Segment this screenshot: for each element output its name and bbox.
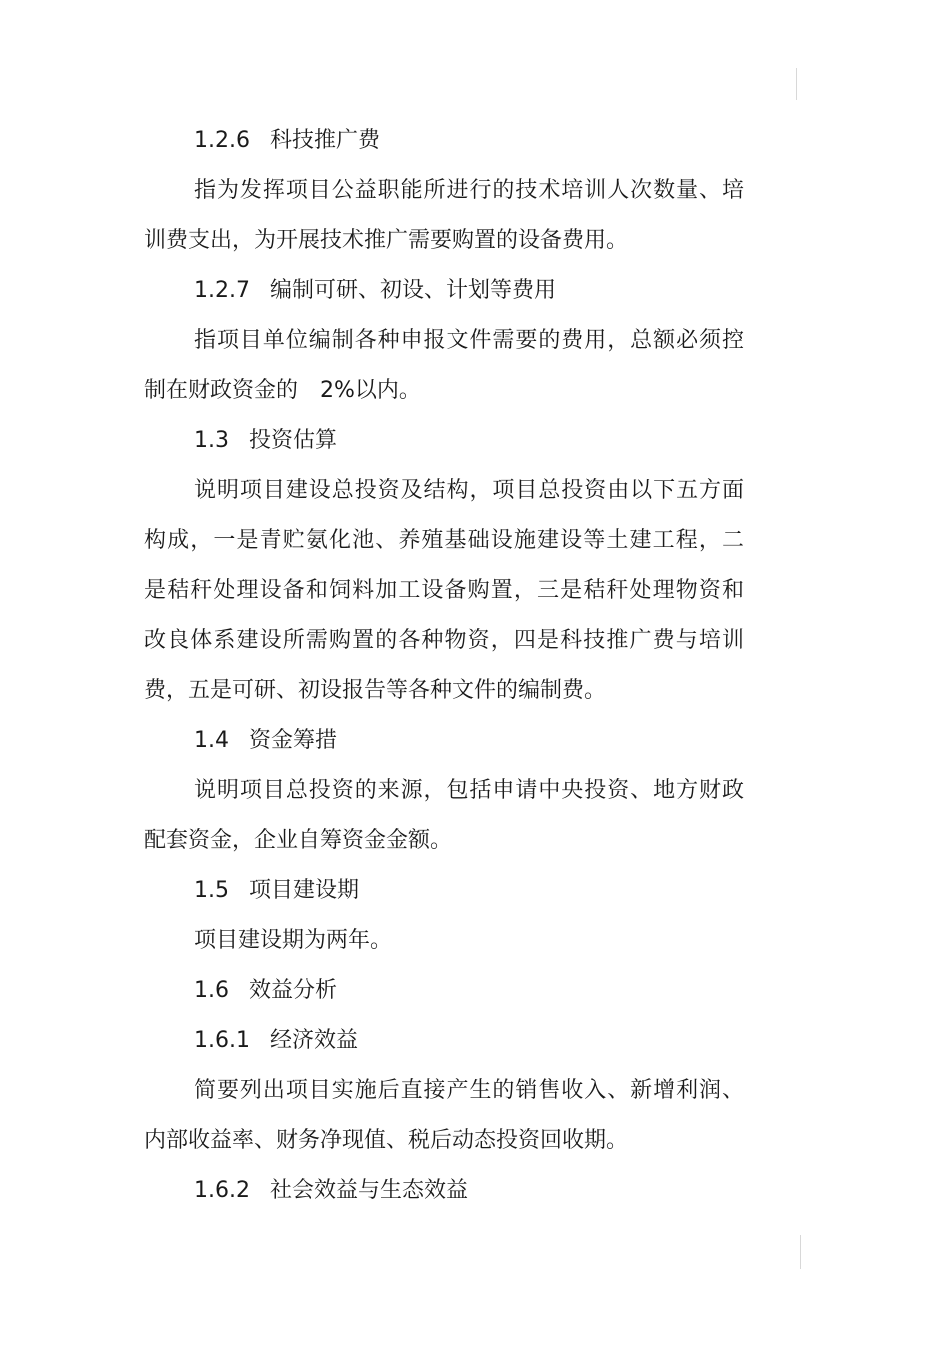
paragraph-line: 配套资金，企业自筹资金金额。 — [144, 828, 453, 853]
margin-mark-top — [796, 68, 797, 100]
section-heading — [144, 866, 744, 916]
section-title: 效益分析 — [249, 978, 338, 1003]
section-title: 资金筹措 — [249, 728, 338, 753]
document-content — [144, 116, 744, 1216]
section-heading — [144, 416, 744, 466]
paragraph-line: 费，五是可研、初设报告等各种文件的编制费。 — [144, 678, 607, 703]
section-heading — [144, 1016, 744, 1066]
paragraph-line: 内部收益率、财务净现值、税后动态投资回收期。 — [144, 1128, 629, 1153]
paragraph-line: 项目建设期为两年。 — [194, 928, 393, 953]
margin-mark-bottom — [800, 1235, 801, 1269]
section-heading — [144, 116, 744, 166]
section-number: 1.4 — [194, 728, 229, 753]
section-title: 经济效益 — [269, 1028, 358, 1053]
section-heading — [144, 966, 744, 1016]
section-number: 1.6.1 — [194, 1028, 250, 1053]
paragraph-line: 指项目单位编制各种申报文件需要的费用，总额必须控 — [194, 328, 744, 353]
section-title: 编制可研、初设、计划等费用 — [269, 278, 556, 303]
section-number: 1.2.7 — [194, 278, 250, 303]
section-heading — [144, 716, 744, 766]
section-title: 项目建设期 — [249, 878, 360, 903]
paragraph-line: 制在财政资金的 2%以内。 — [144, 378, 421, 403]
section-title: 社会效益与生态效益 — [269, 1178, 468, 1203]
section-title: 科技推广费 — [269, 128, 380, 153]
section-number: 1.6.2 — [194, 1178, 250, 1203]
paragraph-line: 是秸秆处理设备和饲料加工设备购置，三是秸秆处理物资和 — [144, 578, 744, 603]
paragraph-line: 指为发挥项目公益职能所进行的技术培训人次数量、培 — [194, 178, 744, 203]
section-number: 1.5 — [194, 878, 229, 903]
paragraph-line: 训费支出，为开展技术推广需要购置的设备费用。 — [144, 228, 629, 253]
section-heading — [144, 1166, 744, 1216]
section-heading — [144, 266, 744, 316]
paragraph-line: 说明项目总投资的来源，包括申请中央投资、地方财政 — [194, 778, 744, 803]
paragraph-line: 构成，一是青贮氨化池、养殖基础设施建设等土建工程，二 — [144, 528, 744, 553]
paragraph-line: 简要列出项目实施后直接产生的销售收入、新增利润、 — [194, 1078, 744, 1103]
paragraph-line: 说明项目建设总投资及结构，项目总投资由以下五方面 — [194, 478, 744, 503]
section-number: 1.2.6 — [194, 128, 250, 153]
section-number: 1.6 — [194, 978, 229, 1003]
paragraph-line: 改良体系建设所需购置的各种物资，四是科技推广费与培训 — [144, 628, 744, 653]
section-number: 1.3 — [194, 428, 229, 453]
section-title: 投资估算 — [249, 428, 338, 453]
